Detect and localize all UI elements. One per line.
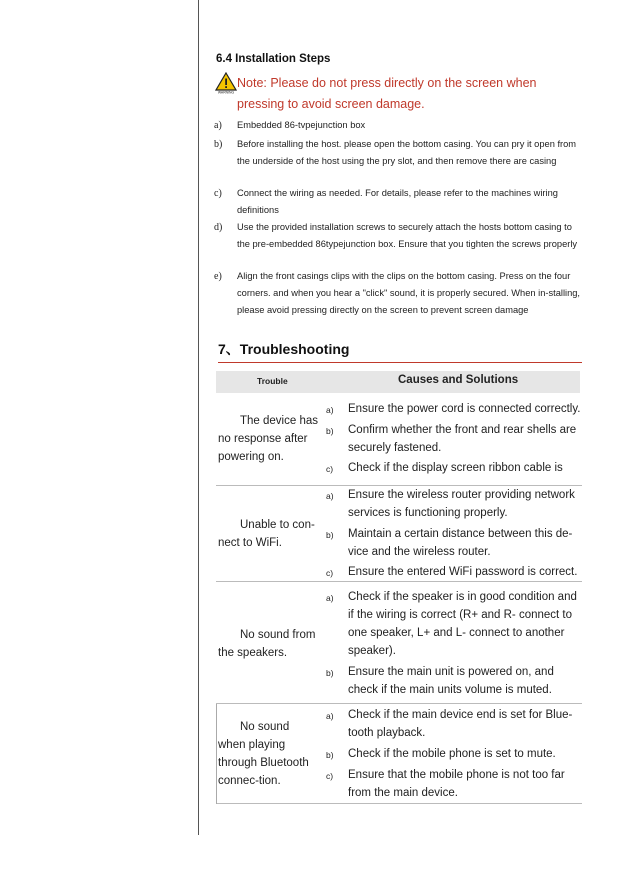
heading-underline xyxy=(218,362,582,363)
trouble-cell xyxy=(218,516,318,552)
trouble-cell xyxy=(218,718,318,790)
cause-marker: a) xyxy=(326,593,334,603)
cause-marker: c) xyxy=(326,771,334,781)
trouble-text: The device has no response after powering on. xyxy=(218,415,318,463)
cause-text: Ensure the wireless router providing network services is functioning properly. xyxy=(348,489,575,519)
step-text: Connect the wiring as needed. For details, please refer to the machines wiring definitions xyxy=(237,188,558,215)
cause-marker: b) xyxy=(326,426,334,436)
cause-text: Check if the mobile phone is set to mute. xyxy=(348,748,556,760)
warning-icon-label: WARNING xyxy=(217,90,235,94)
step-text: Before installing the host. please open the bottom casing. You can pry it open from the underside of the host using the pry slot, and then remove there are casing xyxy=(237,139,577,166)
col-causes-header: Causes and Solutions xyxy=(398,374,519,386)
warning-note: Note: Please do not press directly on the screen when pressing to avoid screen damage. xyxy=(237,76,537,111)
cause-marker: b) xyxy=(326,750,334,760)
cause-text: Ensure the entered WiFi password is correct. xyxy=(348,566,578,578)
cause-marker: a) xyxy=(326,405,334,415)
cause-text: Check if the speaker is in good condition and if the wiring is correct (R+ and R- connect to one speaker, L+ and L- connect to another speaker). xyxy=(348,591,577,657)
step-text: Align the front casings clips with the clips on the bottom casing. Press on the four corners. and when you hear a "click" sound, it is properly secured. When in-stalling, please avoid pressing directly on the screen to prevent screen damage xyxy=(237,271,581,315)
cause-marker: b) xyxy=(326,530,334,540)
table-left-border xyxy=(216,704,217,804)
step-marker: e) xyxy=(214,271,222,282)
cause-marker: c) xyxy=(326,568,334,578)
trouble-cell xyxy=(218,412,318,466)
cause-text: Check if the main device end is set for Blue-tooth playback. xyxy=(348,709,573,739)
trouble-text: Unable to con-nect to WiFi. xyxy=(218,519,315,549)
warning-icon xyxy=(215,72,237,94)
cause-text: Check if the display screen ribbon cable is xyxy=(348,462,563,474)
cause-marker: a) xyxy=(326,711,334,721)
table-row xyxy=(216,704,582,804)
table-row xyxy=(216,398,582,486)
cause-text: Confirm whether the front and rear shells are securely fastened. xyxy=(348,424,577,454)
installation-heading: 6.4 Installation Steps xyxy=(216,53,331,65)
table-header xyxy=(216,371,580,393)
cause-marker: a) xyxy=(326,491,334,501)
page-margin-line xyxy=(198,0,199,835)
step-marker: a) xyxy=(214,120,222,131)
trouble-text: No sound from the speakers. xyxy=(218,629,316,659)
col-trouble-header: Trouble xyxy=(257,376,288,386)
cause-text: Maintain a certain distance between this de-vice and the wireless router. xyxy=(348,528,573,558)
trouble-cell xyxy=(218,626,318,662)
cause-text: Ensure the main unit is powered on, and check if the main units volume is muted. xyxy=(348,666,554,696)
troubleshooting-heading: 7、Troubleshooting xyxy=(218,341,350,357)
step-text: Use the provided installation screws to securely attach the hosts bottom casing to the pre-embedded 86typejunction box. Ensure that you tighten the screws properly xyxy=(237,222,578,249)
step-marker: d) xyxy=(214,222,223,233)
table-row xyxy=(216,486,582,582)
cause-marker: c) xyxy=(326,464,334,474)
cause-text: Ensure the power cord is connected correctly. xyxy=(348,403,581,415)
row-divider xyxy=(216,803,582,804)
cause-text: Ensure that the mobile phone is not too far from the main device. xyxy=(348,769,565,799)
trouble-text: No sound when playing through Bluetooth connec-tion. xyxy=(218,721,309,787)
step-marker: b) xyxy=(214,139,223,150)
cause-marker: b) xyxy=(326,668,334,678)
table-row xyxy=(216,582,582,704)
step-text: Embedded 86-tvpejunction box xyxy=(237,120,366,130)
step-marker: c) xyxy=(214,188,222,199)
